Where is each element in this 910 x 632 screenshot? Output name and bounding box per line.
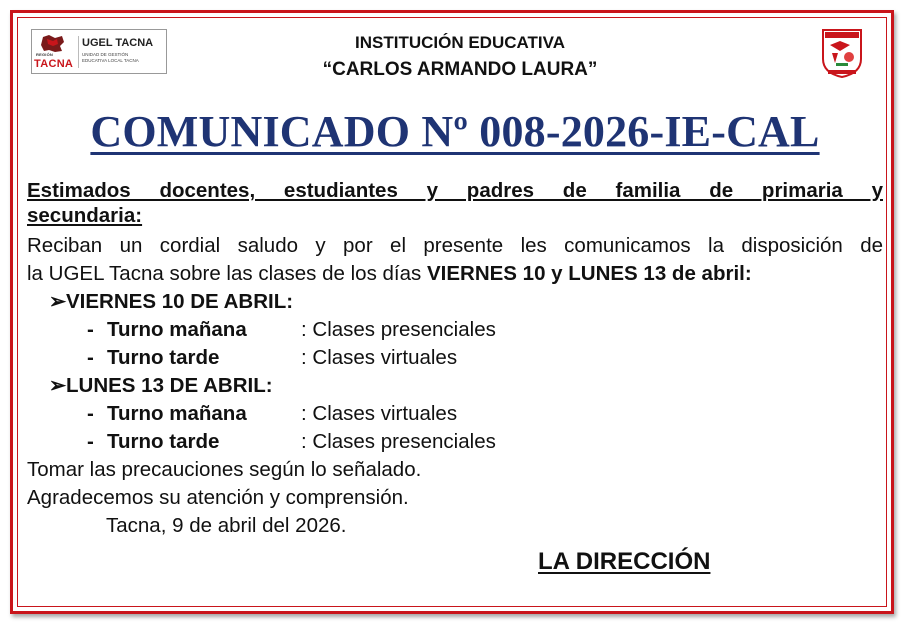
shift-row: [27, 428, 883, 456]
shift-value: : Clases virtuales: [301, 346, 458, 369]
ugel-subtitle-line1: UNIDAD DE GESTIÓN: [82, 52, 129, 57]
institution-type: INSTITUCIÓN EDUCATIVA: [355, 33, 565, 52]
precautions-line: Tomar las precauciones según lo señalado.: [27, 458, 422, 481]
shift-row: [27, 400, 883, 428]
signature-direction: LA DIRECCIÓN: [538, 548, 711, 575]
shift-row: [27, 344, 883, 372]
ugel-subtitle: [82, 52, 139, 64]
document-title: [60, 106, 850, 157]
dash-bullet: -: [87, 346, 94, 369]
shift-value: : Clases presenciales: [301, 430, 496, 453]
day-heading-monday: [27, 372, 883, 400]
day-heading-text: LUNES 13 DE ABRIL:: [66, 374, 273, 397]
dash-bullet: -: [87, 430, 94, 453]
ugel-subtitle-line2: EDUCATIVA LOCAL TACNA: [82, 58, 139, 63]
intro-paragraph: [27, 232, 883, 288]
shift-label: Turno tarde: [107, 430, 220, 453]
ugel-label: UGEL TACNA: [82, 37, 154, 49]
logo-divider: [78, 36, 79, 68]
day-heading-text: VIERNES 10 DE ABRIL:: [66, 290, 294, 313]
arrow-bullet-icon: ➢: [49, 290, 67, 313]
thanks-line: Agradecemos su atención y comprensión.: [27, 486, 409, 509]
intro-line1: Reciban un cordial saludo y por el presente les comunicamos la disposición de: [27, 234, 883, 257]
intro-line2-dates: VIERNES 10 y LUNES 13 de abril:: [426, 262, 752, 285]
document-title-text: COMUNICADO Nº 008-2026-IE-CAL: [90, 107, 820, 156]
school-crest-icon: [820, 27, 864, 79]
shift-row: [27, 316, 883, 344]
dash-bullet: -: [87, 318, 94, 341]
institution-name: “CARLOS ARMANDO LAURA”: [322, 59, 598, 80]
shift-value: : Clases presenciales: [301, 318, 496, 341]
shift-label: Turno mañana: [107, 402, 247, 425]
shift-label: Turno tarde: [107, 346, 220, 369]
dash-bullet: -: [87, 402, 94, 425]
day-heading-friday: [27, 288, 883, 316]
intro-line2: [27, 260, 883, 288]
arrow-bullet-icon: ➢: [49, 374, 67, 397]
ugel-tacna-logo: [31, 29, 167, 74]
shift-label: Turno mañana: [107, 318, 247, 341]
salutation-line1: Estimados docentes, estudiantes y padres de familia de primaria y: [27, 179, 883, 202]
region-label: REGIÓN: [36, 52, 53, 57]
place-date-line: Tacna, 9 de abril del 2026.: [106, 514, 347, 537]
tacna-label: TACNA: [34, 58, 74, 70]
document-body: [27, 178, 883, 540]
shift-value: : Clases virtuales: [301, 402, 458, 425]
salutation-line2: secundaria:: [27, 204, 143, 227]
intro-line2-text: la UGEL Tacna sobre las clases de los días: [27, 262, 427, 285]
